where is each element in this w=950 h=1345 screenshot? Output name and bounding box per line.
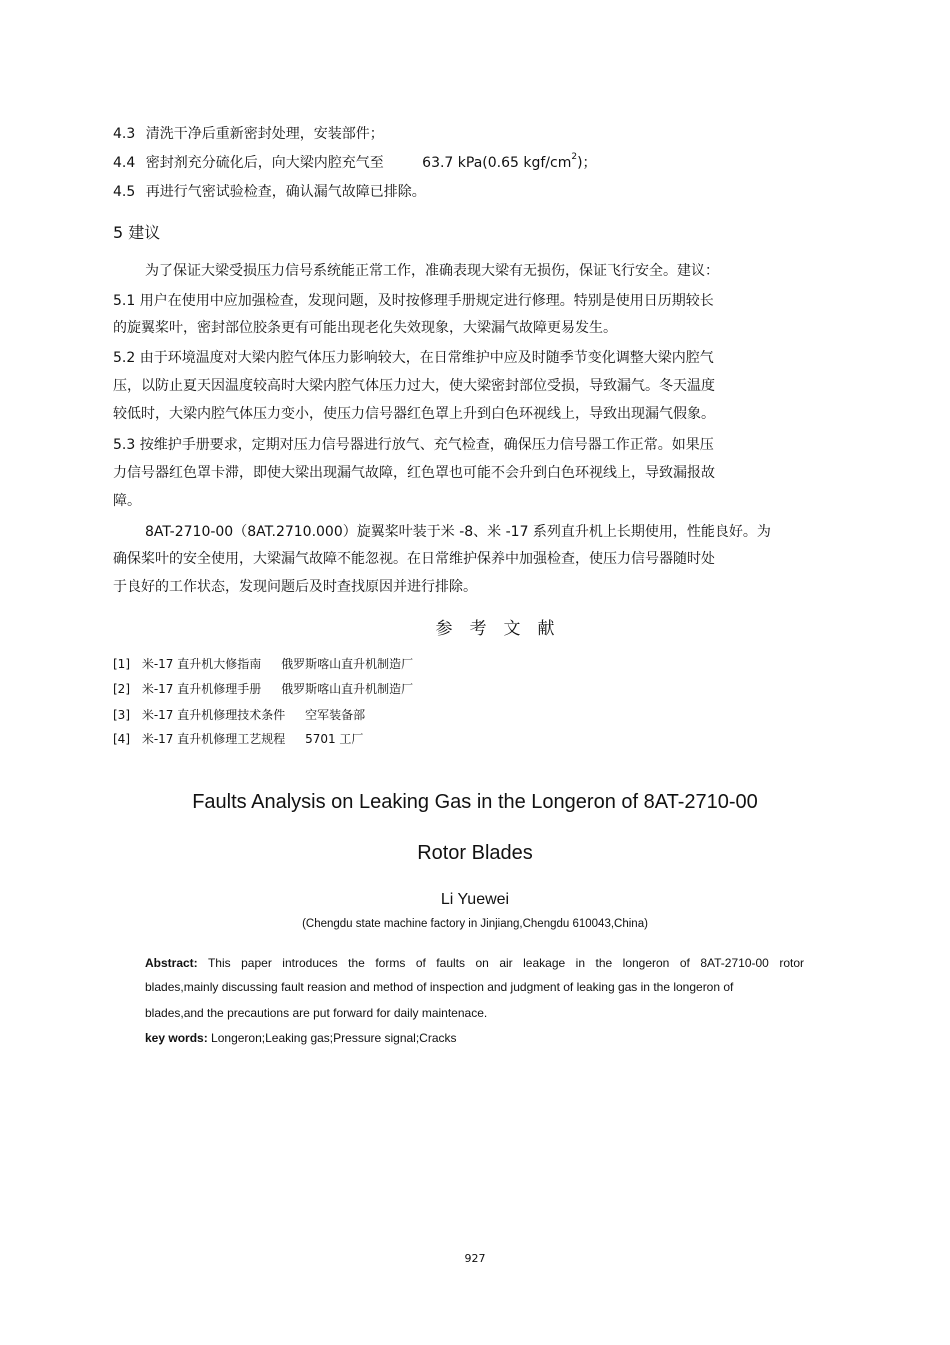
reference-item bbox=[113, 706, 365, 723]
reference-number: [4] bbox=[113, 732, 130, 746]
superscript: 2 bbox=[571, 152, 578, 162]
item-5-3-line: 5.3 按维护手册要求，定期对压力信号器进行放气、充气检查，确保压力信号器工作正常。如果压 bbox=[113, 437, 714, 453]
step-text: 清洗干净后重新密封处理，安装部件； bbox=[145, 126, 384, 142]
step-text: 密封剂充分硫化后，向大梁内腔充气至 bbox=[145, 155, 384, 171]
step-number: 4.5 bbox=[113, 184, 136, 200]
abstract-label: Abstract: bbox=[145, 956, 198, 970]
closing-line: 8AT-2710-00（8AT.2710.000）旋翼桨叶装于米 -8、米 -17 系列直升机上长期使用，性能良好。为 bbox=[145, 524, 771, 540]
page-number: 927 bbox=[464, 1252, 486, 1265]
reference-source: 5701 工厂 bbox=[305, 732, 364, 746]
step-4-3 bbox=[113, 124, 384, 144]
keywords-line bbox=[145, 1031, 457, 1045]
reference-title: 米-17 直升机修理工艺规程 bbox=[141, 732, 286, 746]
section-heading: 5 建议 bbox=[113, 223, 161, 242]
item-5-2-line: 压，以防止夏天因温度较高时大梁内腔气体压力过大，使大梁密封部位受损，导致漏气。冬天温度 bbox=[113, 378, 715, 394]
step-number: 4.3 bbox=[113, 126, 136, 142]
reference-source: 俄罗斯喀山直升机制造厂 bbox=[281, 657, 414, 671]
item-5-2-line: 较低时，大梁内腔气体压力变小，使压力信号器红色罩上升到白色环视线上，导致出现漏气假象。 bbox=[113, 406, 715, 422]
reference-source: 俄罗斯喀山直升机制造厂 bbox=[281, 682, 414, 696]
step-end: )； bbox=[577, 155, 597, 171]
reference-number: [2] bbox=[113, 682, 130, 696]
item-5-1-line: 的旋翼桨叶，密封部位胶条更有可能出现老化失效现象，大梁漏气故障更易发生。 bbox=[113, 320, 617, 336]
reference-number: [3] bbox=[113, 708, 130, 722]
item-5-1-line: 5.1 用户在使用中应加强检查，发现问题，及时按修理手册规定进行修理。特别是使用日历期较长 bbox=[113, 293, 714, 309]
reference-item bbox=[113, 680, 413, 697]
references-heading: 参 考 文 献 bbox=[435, 619, 555, 639]
step-4-5 bbox=[113, 182, 426, 202]
reference-title: 米-17 直升机修理技术条件 bbox=[141, 708, 286, 722]
section-intro: 为了保证大梁受损压力信号系统能正常工作，准确表现大梁有无损伤，保证飞行安全。建议： bbox=[145, 263, 719, 279]
abstract-text: This paper introduces the forms of faults on air leakage in the longeron of 8AT-2710-00 rotor bbox=[207, 956, 804, 970]
english-title-line-2: Rotor Blades bbox=[417, 842, 533, 864]
abstract-line-3: blades,and the precautions are put forward for daily maintenace. bbox=[145, 1006, 488, 1020]
abstract-line-2: blades,mainly discussing fault reasion and method of inspection and judgment of leaking gas in the longeron of bbox=[145, 980, 734, 994]
affiliation: (Chengdu state machine factory in Jinjiang,Chengdu 610043,China) bbox=[302, 918, 648, 930]
closing-line: 确保桨叶的安全使用，大梁漏气故障不能忽视。在日常维护保养中加强检查，使压力信号器随时处 bbox=[113, 551, 715, 567]
reference-item bbox=[113, 730, 363, 747]
keywords-text: Longeron;Leaking gas;Pressure signal;Cracks bbox=[211, 1031, 457, 1045]
reference-title: 米-17 直升机大修指南 bbox=[141, 657, 262, 671]
reference-source: 空军装备部 bbox=[305, 708, 366, 722]
item-5-2-line: 5.2 由于环境温度对大梁内腔气体压力影响较大，在日常维护中应及时随季节变化调整大梁内腔气 bbox=[113, 350, 714, 366]
closing-line: 于良好的工作状态，发现问题后及时查找原因并进行排除。 bbox=[113, 579, 477, 595]
reference-item bbox=[113, 655, 413, 672]
step-pressure: 63.7 kPa(0.65 kgf/cm bbox=[422, 155, 572, 171]
item-5-3-line: 障。 bbox=[113, 493, 141, 509]
step-text: 再进行气密试验检查，确认漏气故障已排除。 bbox=[145, 184, 426, 200]
item-5-3-line: 力信号器红色罩卡滞，即使大梁出现漏气故障，红色罩也可能不会升到白色环视线上，导致漏报故 bbox=[113, 465, 715, 481]
reference-number: [1] bbox=[113, 657, 130, 671]
english-title-line-1: Faults Analysis on Leaking Gas in the Longeron of 8AT-2710-00 bbox=[192, 791, 758, 813]
reference-title: 米-17 直升机修理手册 bbox=[141, 682, 262, 696]
abstract-line-1 bbox=[145, 956, 804, 970]
step-4-4 bbox=[113, 153, 597, 173]
keywords-label: key words: bbox=[145, 1031, 208, 1045]
step-number: 4.4 bbox=[113, 155, 136, 171]
author: Li Yuewei bbox=[440, 891, 510, 908]
